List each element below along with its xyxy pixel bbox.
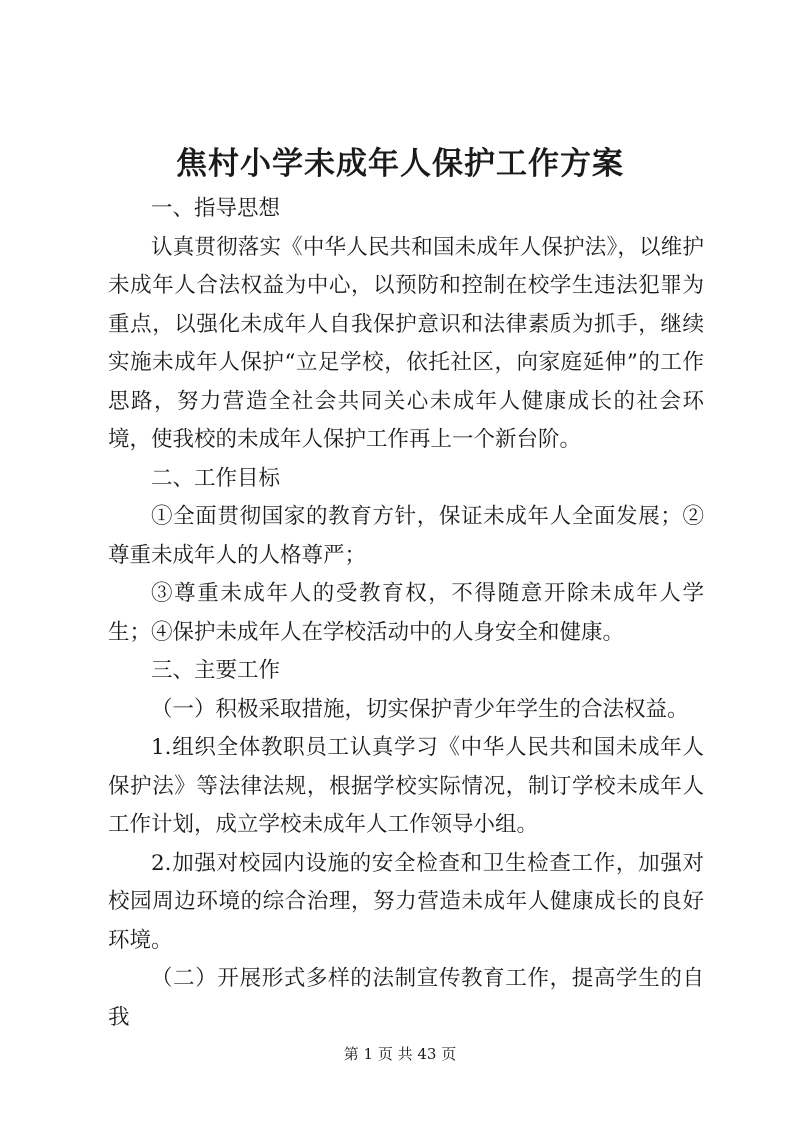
section-heading: 一、指导思想 (151, 196, 281, 221)
paragraph: 1.组织全体教职员工认真学习《中华人民共和国未成年人保护法》等法律法规，根据学校实际情况，制订学校未成年人工作计划，成立学校未成年人工作领导小组。 (108, 735, 704, 837)
section-heading: 二、工作目标 (151, 465, 281, 491)
section-heading: 三、主要工作 (151, 658, 281, 683)
paragraph: 认真贯彻落实《中华人民共和国未成年人保护法》，以维护未成年人合法权益为中心，以预防和控制在校学生违法犯罪为重点，以强化未成年人自我保护意识和法律素质为抓手，继续实施未成年人保护“立足学校，依托社区，向家庭延伸”的工作思路，努力营造全社会共同关心未成年人健康成长的社会环境，使我校的未成年人保护工作再上一个新台阶。 (108, 234, 704, 452)
paragraph: ①全面贯彻国家的教育方针，保证未成年人全面发展；②尊重未成年人的人格尊严； (108, 504, 704, 568)
paragraph: ③尊重未成年人的受教育权，不得随意开除未成年人学生；④保护未成年人在学校活动中的人身安全和健康。 (108, 581, 704, 645)
document-body (108, 190, 704, 1037)
paragraph: 2.加强对校园内设施的安全检查和卫生检查工作，加强对校园周边环境的综合治理，努力营造未成年人健康成长的良好环境。 (108, 850, 704, 953)
paragraph: （一）积极采取措施，切实保护青少年学生的合法权益。 (151, 696, 689, 722)
paragraph: （二）开展形式多样的法制宣传教育工作，提高学生的自我 (108, 966, 704, 1030)
page-footer: 第 1 页 共 43 页 (343, 1045, 457, 1063)
document-title: 焦村小学未成年人保护工作方案 (176, 146, 624, 182)
